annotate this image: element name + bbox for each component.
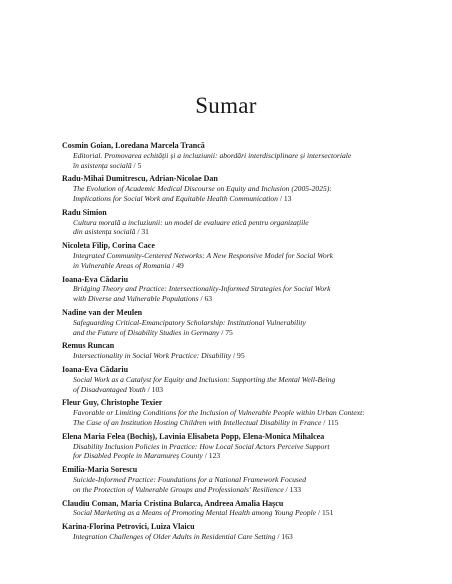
entry-title-text: with Diverse and Vulnerable Populations (73, 294, 199, 304)
entry-title-line (62, 261, 392, 271)
entry-title-text: Social Work as a Catalyst for Equity and Inclusion: Supporting the Mental Well-Being (73, 374, 336, 384)
entry-title-line (62, 318, 392, 328)
entry-page-number: 49 (176, 260, 184, 270)
page-separator: / (219, 327, 226, 337)
entry-authors: Radu Simion (62, 207, 107, 217)
page-separator: / (131, 160, 138, 170)
entry-page-number: 151 (321, 508, 334, 518)
entry-title-line (62, 351, 392, 361)
entry-title-text: and the Future of Disability Studies in Germany (73, 327, 220, 337)
toc-entry (62, 141, 392, 170)
entry-title-line (62, 532, 392, 542)
entry-title-text: Safeguarding Critical-Emancipatory Scholarship: Institutional Vulnerability (73, 317, 306, 327)
entry-authors: Nicoleta Filip, Corina Cace (62, 241, 155, 251)
entry-title-text: Integration Challenges of Older Adults in Residential Care Setting (73, 531, 276, 541)
toc-entry (62, 174, 392, 203)
entry-title-text: of Disadvantaged Youth (73, 384, 146, 394)
entry-title-text: The Case of an Institution Hosting Children with Intellectual Disability in France (73, 417, 322, 427)
page-separator: / (316, 508, 322, 518)
entry-title-text: din asistența socială (73, 227, 136, 237)
entry-page-number: 103 (151, 384, 164, 394)
page-separator: / (321, 417, 328, 427)
entry-title-line (62, 218, 392, 228)
entry-title-text: Social Marketing as a Means of Promoting Mental Health among Young People (73, 508, 317, 518)
entry-title-text: Bridging Theory and Practice: Intersectionality-Informed Strategies for Social Work (73, 284, 331, 294)
entry-title-line (62, 408, 392, 418)
entry-title-text: în asistența socială (73, 160, 132, 170)
entry-title-text: for Disabled People in Maramureș County (73, 451, 203, 461)
entry-page-number: 163 (281, 531, 293, 541)
entry-title-line (62, 508, 392, 518)
entry-title-line (62, 194, 392, 204)
entry-page-number: 75 (225, 327, 233, 337)
page-title: Sumar (195, 93, 257, 118)
entry-authors: Cosmin Goian, Loredana Marcela Trancă (62, 141, 205, 150)
entry-title-text: in Vulnerable Areas of Romania (73, 260, 171, 270)
entry-title-text: The Evolution of Academic Medical Discourse on Equity and Inclusion (2005-2025): (73, 184, 332, 194)
page-separator: / (135, 227, 142, 237)
toc-entry (62, 522, 392, 542)
entry-title-line (62, 485, 392, 495)
contents-list (62, 141, 392, 546)
entry-title-line (62, 375, 392, 385)
entry-title-text: Favorable or Limiting Conditions for the Inclusion of Vulnerable People within Urban Context: (73, 408, 365, 418)
toc-entry (62, 365, 392, 394)
entry-title-line (62, 475, 392, 485)
entry-title-line (62, 328, 392, 338)
page-separator: / (231, 351, 238, 361)
entry-title-text: Integrated Community-Centered Networks: A New Responsive Model for Social Work (73, 250, 334, 260)
entry-title-line (62, 294, 392, 304)
toc-entry (62, 241, 392, 270)
entry-title-line (62, 451, 392, 461)
entry-authors: Radu-Mihai Dumitrescu, Adrian-Nicolae Dan (62, 174, 218, 184)
entry-page-number: 95 (237, 351, 245, 361)
page-separator: / (145, 384, 152, 394)
page-separator: / (283, 484, 290, 494)
toc-entry (62, 465, 392, 494)
toc-entry (62, 208, 392, 237)
page-separator: / (275, 531, 282, 541)
entry-authors: Remus Runcan (62, 341, 115, 351)
entry-page-number: 5 (137, 160, 142, 170)
toc-entry (62, 275, 392, 304)
entry-title-line (62, 385, 392, 395)
entry-title-text: Implications for Social Work and Equitable Health Communication (73, 193, 278, 203)
page-separator: / (170, 260, 177, 270)
entry-authors: Fleur Guy, Christophe Texier (62, 398, 163, 408)
toc-entry (62, 398, 392, 427)
entry-authors: Elena Maria Felea (Bochiș), Lavinia Elisabeta Popp, Elena-Monica Mihalcea (62, 431, 325, 441)
toc-entry (62, 341, 392, 361)
entry-page-number: 31 (141, 227, 149, 237)
entry-title-line (62, 161, 392, 171)
entry-authors: Ioana-Eva Cădariu (62, 364, 129, 374)
toc-entry (62, 499, 392, 519)
entry-page-number: 63 (204, 294, 213, 304)
entry-title-line (62, 284, 392, 294)
entry-title-text: Disability Inclusion Policies in Practice: How Local Social Actors Perceive Support (73, 441, 330, 451)
page-separator: / (198, 294, 205, 304)
entry-authors: Ioana-Eva Cădariu (62, 274, 129, 284)
page-separator: / (277, 193, 284, 203)
entry-title-line (62, 251, 392, 261)
entry-page-number: 133 (289, 484, 302, 494)
entry-authors: Nadine van der Meulen (62, 307, 143, 317)
toc-entry (62, 308, 392, 337)
entry-title-line (62, 227, 392, 237)
entry-title-text: Editorial. Promovarea echității și a incluziunii: abordări interdisciplinare și intersectoriale (73, 150, 352, 160)
entry-page-number: 115 (327, 417, 339, 427)
entry-title-text: Cultura morală a incluziunii: un model de evaluare etică pentru organizațiile (73, 217, 309, 227)
entry-title-text: Suicide-Informed Practice: Foundations for a National Framework Focused (73, 474, 307, 484)
entry-title-text: Intersectionality in Social Work Practice: Disability (73, 351, 232, 361)
entry-authors: Claudiu Coman, Maria Cristina Bularca, Andreea Amalia Hașcu (62, 498, 284, 508)
entry-title-line (62, 184, 392, 194)
entry-page-number: 13 (283, 193, 292, 203)
entry-page-number: 123 (208, 451, 221, 461)
page-separator: / (202, 451, 209, 461)
entry-title-line (62, 418, 392, 428)
entry-title-line (62, 442, 392, 452)
entry-authors: Emilia-Maria Sorescu (62, 465, 138, 475)
entry-title-text: on the Protection of Vulnerable Groups and Professionals' Resilience (73, 484, 284, 494)
entry-authors: Karina-Florina Petrovici, Luiza Vlaicu (62, 522, 195, 532)
toc-entry (62, 432, 392, 461)
entry-title-line (62, 151, 392, 161)
